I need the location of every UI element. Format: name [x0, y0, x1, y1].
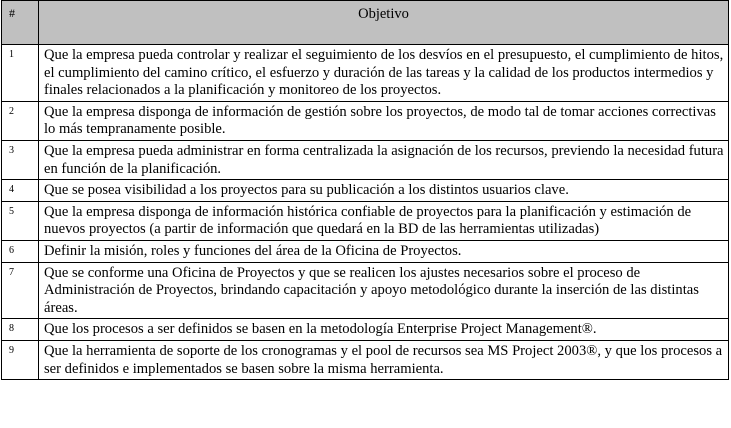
objectives-table	[1, 0, 729, 380]
row-objective: Que la empresa pueda administrar en forma centralizada la asignación de los recursos, previendo la necesidad futura en función de la planificación.	[39, 140, 729, 179]
row-number: 3	[2, 140, 39, 179]
row-objective: Que se conforme una Oficina de Proyectos y que se realicen los ajustes necesarios sobre el proceso de Administración de Proyectos, brindando capacitación y apoyo metodológico durante la inserción de las distintas áreas.	[39, 262, 729, 319]
row-objective: Definir la misión, roles y funciones del área de la Oficina de Proyectos.	[39, 240, 729, 262]
row-number: 7	[2, 262, 39, 319]
row-number: 4	[2, 180, 39, 202]
table-row	[2, 340, 729, 379]
row-objective: Que los procesos a ser definidos se basen en la metodología Enterprise Project Management®.	[39, 319, 729, 341]
row-number: 8	[2, 319, 39, 341]
row-number: 2	[2, 101, 39, 140]
header-number: #	[2, 1, 39, 45]
row-objective: Que la herramienta de soporte de los cronogramas y el pool de recursos sea MS Project 2003®, y que los procesos a ser definidos e implementados se basen sobre la misma herramienta.	[39, 340, 729, 379]
header-objective: Objetivo	[39, 1, 729, 45]
table-row	[2, 319, 729, 341]
row-objective: Que se posea visibilidad a los proyectos para su publicación a los distintos usuarios clave.	[39, 180, 729, 202]
table-body	[2, 45, 729, 380]
table-row	[2, 140, 729, 179]
table-row	[2, 180, 729, 202]
table-header-row	[2, 1, 729, 45]
row-objective: Que la empresa disponga de información de gestión sobre los proyectos, de modo tal de tomar acciones correctivas lo más tempranamente posible.	[39, 101, 729, 140]
row-number: 1	[2, 45, 39, 102]
row-number: 5	[2, 201, 39, 240]
table-row	[2, 262, 729, 319]
row-objective: Que la empresa disponga de información histórica confiable de proyectos para la planificación y estimación de nuevos proyectos (a partir de información que quedará en la BD de las herramientas utilizadas)	[39, 201, 729, 240]
table-row	[2, 201, 729, 240]
table-row	[2, 101, 729, 140]
row-objective: Que la empresa pueda controlar y realizar el seguimiento de los desvíos en el presupuesto, el cumplimiento de hitos, el cumplimiento del camino crítico, el esfuerzo y duración de las tareas y la calidad de los productos intermedios y finales relacionados a la planificación y monitoreo de los proyectos.	[39, 45, 729, 102]
table-row	[2, 45, 729, 102]
row-number: 6	[2, 240, 39, 262]
table-row	[2, 240, 729, 262]
row-number: 9	[2, 340, 39, 379]
